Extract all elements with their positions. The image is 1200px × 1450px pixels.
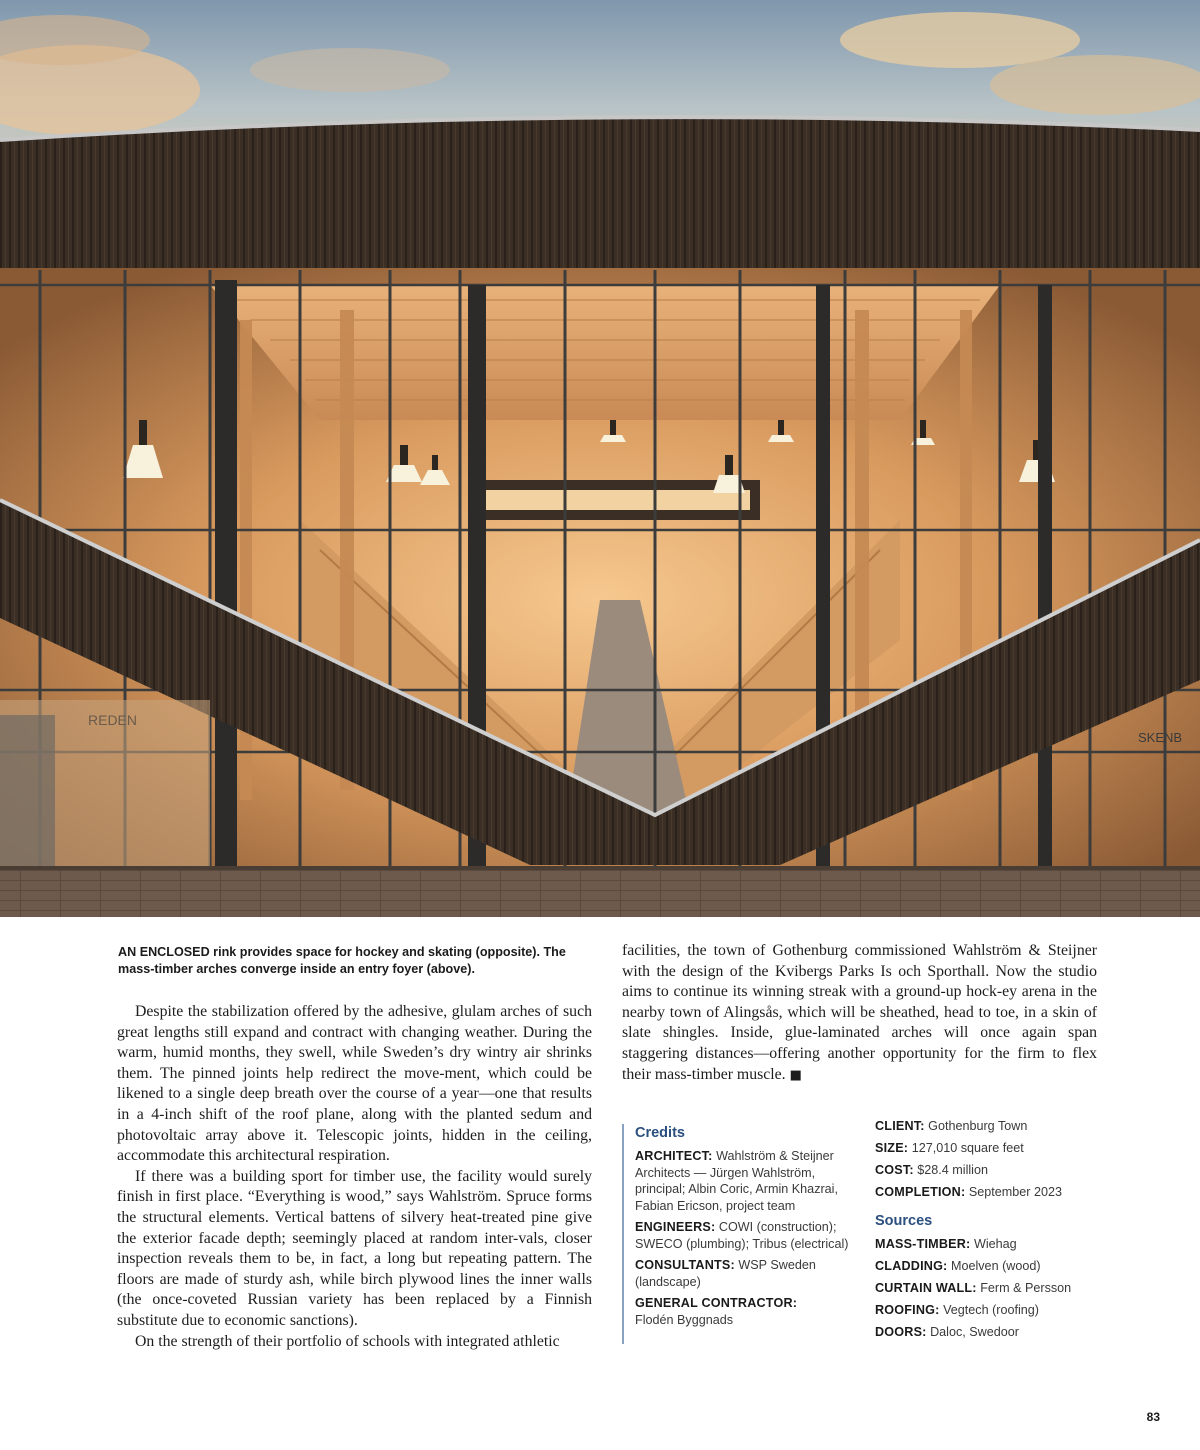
credit-value: Wahlström & Steijner Architects — Jürgen Wahlström, principal; Albin Coric, Armin Khazrai, Fabian Ericson, project team (635, 1149, 838, 1213)
foyer-sign-left: REDEN (88, 712, 138, 728)
project-value: Gothenburg Town (928, 1119, 1028, 1133)
source-value: Vegtech (roofing) (943, 1302, 1039, 1317)
project-entry (875, 1184, 1115, 1201)
project-key: CLIENT: (875, 1119, 925, 1133)
source-key: CLADDING: (875, 1258, 948, 1273)
project-and-sources-box (875, 1118, 1115, 1346)
source-entry (875, 1324, 1115, 1341)
source-entry (875, 1302, 1115, 1319)
source-entry (875, 1280, 1115, 1297)
source-value: Moelven (wood) (950, 1258, 1041, 1273)
source-key: CURTAIN WALL: (875, 1280, 977, 1295)
end-mark: ■ (789, 1067, 802, 1083)
article-column-right (622, 941, 1097, 1086)
credit-value: WSP Sweden (landscape) (635, 1258, 816, 1289)
article-paragraph: Despite the stabilization offered by the adhesive, glulam arches of such great lengths still expand and contract with changing weather. During the warm, humid months, they swell, while Sweden’s dry wintry air shrinks them. The pinned joints help redirect the move-ment, which could be likened to a single deep breath over the course of a year—one that results in a 4-inch shift of the roof plane, along with the planted sedum and photovoltaic array above it. Telescopic joints, hidden in the ceiling, accommodate this architectural respiration. (117, 1003, 592, 1165)
source-key: MASS-TIMBER: (875, 1236, 971, 1251)
credit-value: Flodén Byggnads (635, 1312, 734, 1327)
project-key: SIZE: (875, 1141, 909, 1155)
source-key: ROOFING: (875, 1302, 940, 1317)
caption-text: rink provides space for hockey and skating (opposite). The mass-timber arches converge inside an entry foyer (above). (118, 945, 566, 976)
source-entry (875, 1258, 1115, 1275)
project-key: COST: (875, 1163, 914, 1177)
article-paragraph: If there was a building sport for timber use, the facility would surely finish in first place. “Everything is wood,” says Wahlström. Spruce forms the structural elements. Vertical battens of silvery heat-treated pine give the exterior facade depth; seemingly placed at random inter-vals, closer inspection reveals them to be, in fact, a long but repeating pattern. The floors are made of sturdy ash, while birch plywood lines the inner walls (the once-coveted Russian variety has been replaced by a Finnish substitute due to economic sanctions). (117, 1167, 592, 1329)
source-key: DOORS: (875, 1324, 927, 1339)
project-entry (875, 1118, 1115, 1135)
caption-lead: AN ENCLOSED (118, 945, 210, 959)
page-number: 83 (1146, 1410, 1160, 1424)
source-value: Daloc, Swedoor (930, 1324, 1019, 1339)
source-value: Ferm & Persson (980, 1280, 1072, 1295)
source-entry (875, 1236, 1115, 1253)
credit-value: COWI (construction); SWECO (plumbing); Tribus (electrical) (635, 1220, 849, 1251)
article-paragraph: On the strength of their portfolio of schools with integrated athletic (135, 1332, 560, 1350)
credits-box (635, 1123, 865, 1333)
foyer-sign-right: SKENB (1138, 730, 1183, 745)
project-entry (875, 1162, 1115, 1179)
credit-entry (635, 1148, 865, 1214)
credit-entry (635, 1295, 865, 1328)
article-paragraph-continued (622, 941, 1097, 1086)
credit-entry (635, 1257, 865, 1290)
source-value: Wiehag (973, 1236, 1017, 1251)
project-value: September 2023 (968, 1185, 1062, 1199)
sources-title: Sources (875, 1212, 933, 1229)
credits-title: Credits (635, 1125, 685, 1141)
credit-key: GENERAL CONTRACTOR: (635, 1296, 798, 1310)
credit-key: CONSULTANTS: (635, 1258, 735, 1272)
photo-caption (118, 944, 588, 978)
article-column-left (117, 1002, 592, 1352)
credit-key: ARCHITECT: (635, 1149, 713, 1163)
project-value: $28.4 million (917, 1163, 988, 1177)
article-paragraph-text: facilities, the town of Gothenburg commissioned Wahlström & Steijner with the design of the Kvibergs Parks Is och Sporthall. Now the studio aims to continue its winning streak with a ground-up hock-ey arena in the nearby town of Alingsås, which will be sheathed, head to toe, in a skin of slate shingles. Inside, glue-laminated arches will once again span staggering distances—offering another opportunity for the firm to flex their mass-timber muscle. (622, 942, 1097, 1083)
project-entry (875, 1140, 1115, 1157)
credit-key: ENGINEERS: (635, 1220, 716, 1234)
credits-rule (622, 1124, 624, 1344)
credit-entry (635, 1219, 865, 1252)
project-key: COMPLETION: (875, 1185, 966, 1199)
project-value: 127,010 square feet (911, 1141, 1024, 1155)
